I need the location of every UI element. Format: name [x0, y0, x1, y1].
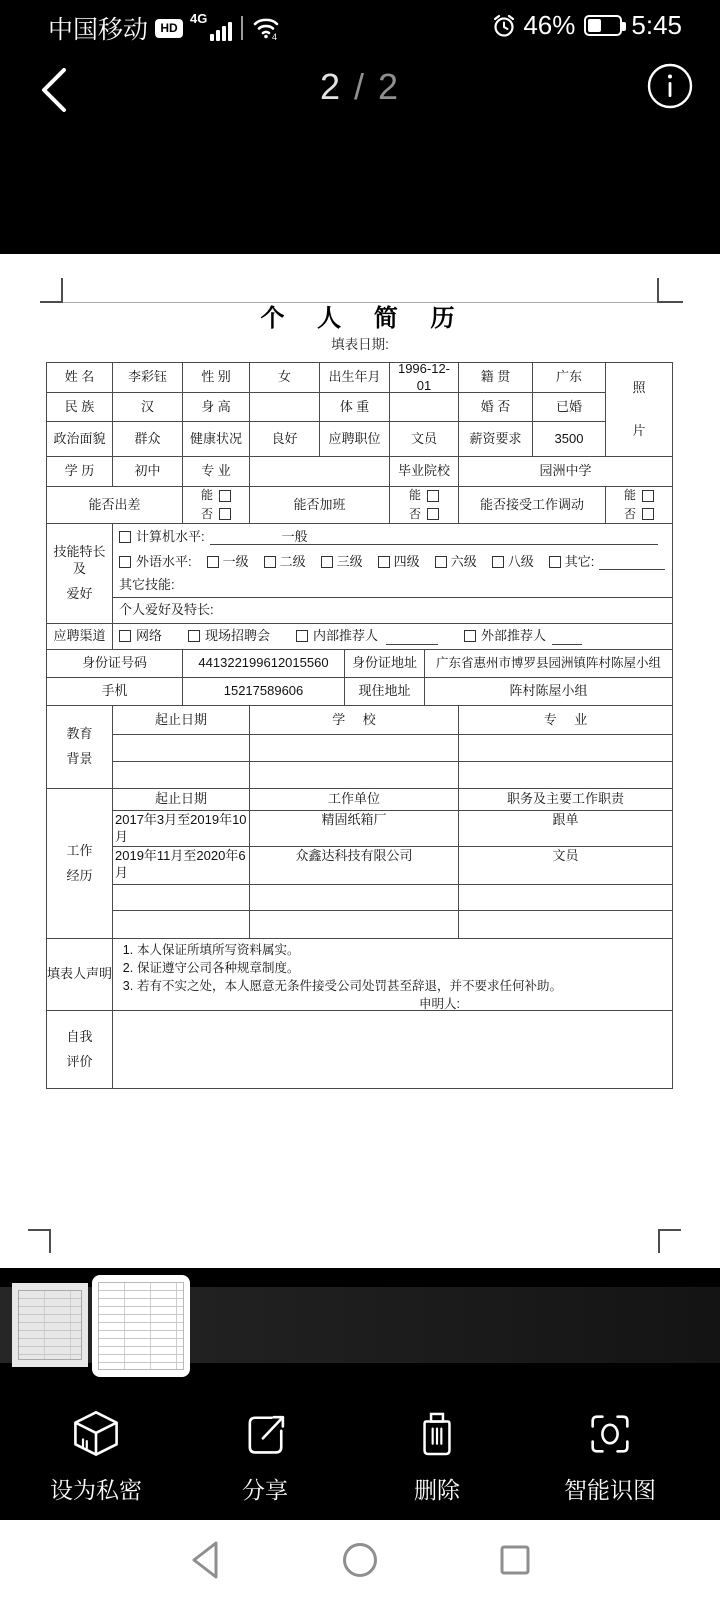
- field-label: 出生年月: [320, 363, 390, 393]
- clock-label: 5:45: [631, 10, 682, 40]
- share-icon: [239, 1408, 291, 1460]
- education-level-row: [47, 457, 673, 487]
- channel-row: [47, 624, 673, 650]
- field-label: 手机: [47, 678, 183, 706]
- column-header: 起止日期: [113, 789, 250, 811]
- self-eval-section: [47, 1011, 673, 1089]
- field-label: 毕业院校: [390, 457, 459, 487]
- field-label: 专 业: [183, 457, 250, 487]
- column-header: 职务及主要工作职责: [459, 789, 673, 811]
- checkbox: [119, 556, 131, 568]
- work-company: 众鑫达科技有限公司: [250, 847, 459, 885]
- document-photo[interactable]: [0, 254, 720, 1268]
- field-label: 性 别: [183, 363, 250, 393]
- field-value: [250, 393, 320, 422]
- info-button[interactable]: [646, 62, 694, 110]
- checkbox: [219, 490, 231, 502]
- skills-section: [47, 524, 673, 624]
- field-value: 1996-12-01: [390, 363, 459, 393]
- thumbnail-page-1[interactable]: [12, 1283, 88, 1367]
- field-label: 能否出差: [47, 487, 183, 524]
- work-label: 工作 经历: [47, 789, 113, 939]
- network-type-label: 4G: [190, 11, 208, 26]
- field-value: 女: [250, 363, 320, 393]
- signer-label: 申明人:: [419, 997, 460, 1011]
- checkbox: [296, 630, 308, 642]
- checkbox: [219, 508, 231, 520]
- alarm-icon: [491, 13, 517, 39]
- field-value: 阵村陈屋小组: [425, 678, 673, 706]
- checkbox: [642, 490, 654, 502]
- work-date: 2019年11月至2020年6月: [113, 847, 250, 885]
- field-value: 汉: [113, 393, 183, 422]
- checkbox: [188, 630, 200, 642]
- id-row: [47, 650, 673, 678]
- mini-form-preview: [18, 1290, 82, 1360]
- checkbox: [492, 556, 504, 568]
- field-value: [390, 393, 459, 422]
- yes-no-cell: 能 否: [183, 487, 250, 524]
- yes-no-cell: 能 否: [606, 487, 673, 524]
- android-nav-bar: [0, 1520, 720, 1600]
- education-label: 教育 背景: [47, 706, 113, 789]
- checkbox: [427, 508, 439, 520]
- skills-content: 计算机水平: 一般 外语水平: 一级 二级 三级 四级 六级 八级 其它: 其它技能: 个人爱好及特长:: [113, 524, 673, 624]
- photo-placeholder-cell: 照 片: [606, 363, 673, 457]
- nav-recents-button[interactable]: [499, 1544, 531, 1576]
- field-value: 李彩钰: [113, 363, 183, 393]
- field-label: 籍 贯: [459, 363, 533, 393]
- bottom-toolbar: [0, 1392, 720, 1520]
- skills-label: 技能特长及 爱好: [47, 524, 113, 624]
- work-position: 跟单: [459, 811, 673, 847]
- status-bar: [0, 0, 720, 48]
- checkbox: [642, 508, 654, 520]
- field-value: 良好: [250, 422, 320, 457]
- mini-form-preview: [98, 1282, 184, 1370]
- declaration-content: 1. 本人保证所填所写资料属实。 2. 保证遵守公司各种规章制度。 3. 若有不实之处，本人愿意无条件接受公司处罚甚至辞退，并不要求任何补助。 申明人:: [113, 939, 673, 1011]
- column-header: 专 业: [459, 706, 673, 735]
- wifi-icon: [252, 15, 282, 41]
- signal-bars-icon: [190, 13, 232, 43]
- checkbox: [321, 556, 333, 568]
- battery-icon: [584, 15, 622, 36]
- field-value: 文员: [390, 422, 459, 457]
- phone-row: [47, 678, 673, 706]
- checkbox: [119, 630, 131, 642]
- svg-text:4: 4: [272, 32, 278, 41]
- field-value: [250, 457, 390, 487]
- field-label: 应聘职位: [320, 422, 390, 457]
- checkbox: [378, 556, 390, 568]
- field-label: 能否接受工作调动: [459, 487, 606, 524]
- work-section: [47, 789, 673, 939]
- field-label: 现住地址: [345, 678, 425, 706]
- hd-badge: HD: [155, 19, 183, 38]
- trash-icon: [411, 1408, 463, 1460]
- field-value: 3500: [533, 422, 606, 457]
- field-label: 应聘渠道: [47, 624, 113, 650]
- field-label: 身份证号码: [47, 650, 183, 678]
- field-value: 15217589606: [183, 678, 345, 706]
- ai-scan-button[interactable]: 智能识图: [525, 1392, 695, 1505]
- field-value: 441322199612015560: [183, 650, 345, 678]
- column-header: 工作单位: [250, 789, 459, 811]
- set-private-button[interactable]: 设为私密: [11, 1392, 181, 1505]
- field-label: 薪资要求: [459, 422, 533, 457]
- field-label: 健康状况: [183, 422, 250, 457]
- nav-home-button[interactable]: [341, 1541, 379, 1579]
- basic-info-rows: [47, 363, 673, 457]
- field-label: 身 高: [183, 393, 250, 422]
- delete-button[interactable]: 删除: [352, 1392, 522, 1505]
- field-label: 学 历: [47, 457, 113, 487]
- field-label: 婚 否: [459, 393, 533, 422]
- field-label: 政治面貌: [47, 422, 113, 457]
- field-label: 身份证地址: [345, 650, 425, 678]
- ability-row: [47, 487, 673, 524]
- field-value: 已婚: [533, 393, 606, 422]
- field-value: 广东: [533, 363, 606, 393]
- checkbox: [119, 531, 131, 543]
- viewer-header: [0, 48, 720, 130]
- field-value: 广东省惠州市博罗县园洲镇阵村陈屋小组: [425, 650, 673, 678]
- self-eval-label: 自我 评价: [47, 1011, 113, 1089]
- field-label: 能否加班: [250, 487, 390, 524]
- checkbox: [549, 556, 561, 568]
- resume-table: [46, 362, 673, 1089]
- nav-back-button[interactable]: [189, 1540, 221, 1580]
- share-button[interactable]: 分享: [180, 1392, 350, 1505]
- work-position: 文员: [459, 847, 673, 885]
- checkbox: [207, 556, 219, 568]
- self-eval-content: [113, 1011, 673, 1089]
- thumbnail-page-2-selected[interactable]: [92, 1275, 190, 1377]
- field-label: 姓 名: [47, 363, 113, 393]
- checkbox: [435, 556, 447, 568]
- checkbox: [427, 490, 439, 502]
- field-label: 体 重: [320, 393, 390, 422]
- work-company: 精固纸箱厂: [250, 811, 459, 847]
- resume-title: 个 人 简 历: [260, 305, 460, 332]
- status-divider: [241, 16, 243, 40]
- work-date: 2017年3月至2019年10月: [113, 811, 250, 847]
- fill-date-label: 填表日期:: [331, 337, 389, 352]
- field-value: 园洲中学: [459, 457, 673, 487]
- ai-scan-icon: [584, 1408, 636, 1460]
- checkbox: [464, 630, 476, 642]
- declaration-label: 填表人声明: [47, 939, 113, 1011]
- field-value: 群众: [113, 422, 183, 457]
- yes-no-cell: 能 否: [390, 487, 459, 524]
- declaration-section: [47, 939, 673, 1011]
- checkbox: [264, 556, 276, 568]
- education-section: [47, 706, 673, 789]
- column-header: 起止日期: [113, 706, 250, 735]
- field-value: 初中: [113, 457, 183, 487]
- battery-percent-label: 46%: [523, 10, 576, 40]
- carrier-label: 中国移动: [48, 16, 149, 44]
- column-header: 学 校: [250, 706, 459, 735]
- privacy-box-icon: [70, 1408, 122, 1460]
- page-indicator: 2 / 2: [319, 66, 401, 107]
- channel-options: 网络 现场招聘会 内部推荐人 外部推荐人: [113, 624, 673, 650]
- field-label: 民 族: [47, 393, 113, 422]
